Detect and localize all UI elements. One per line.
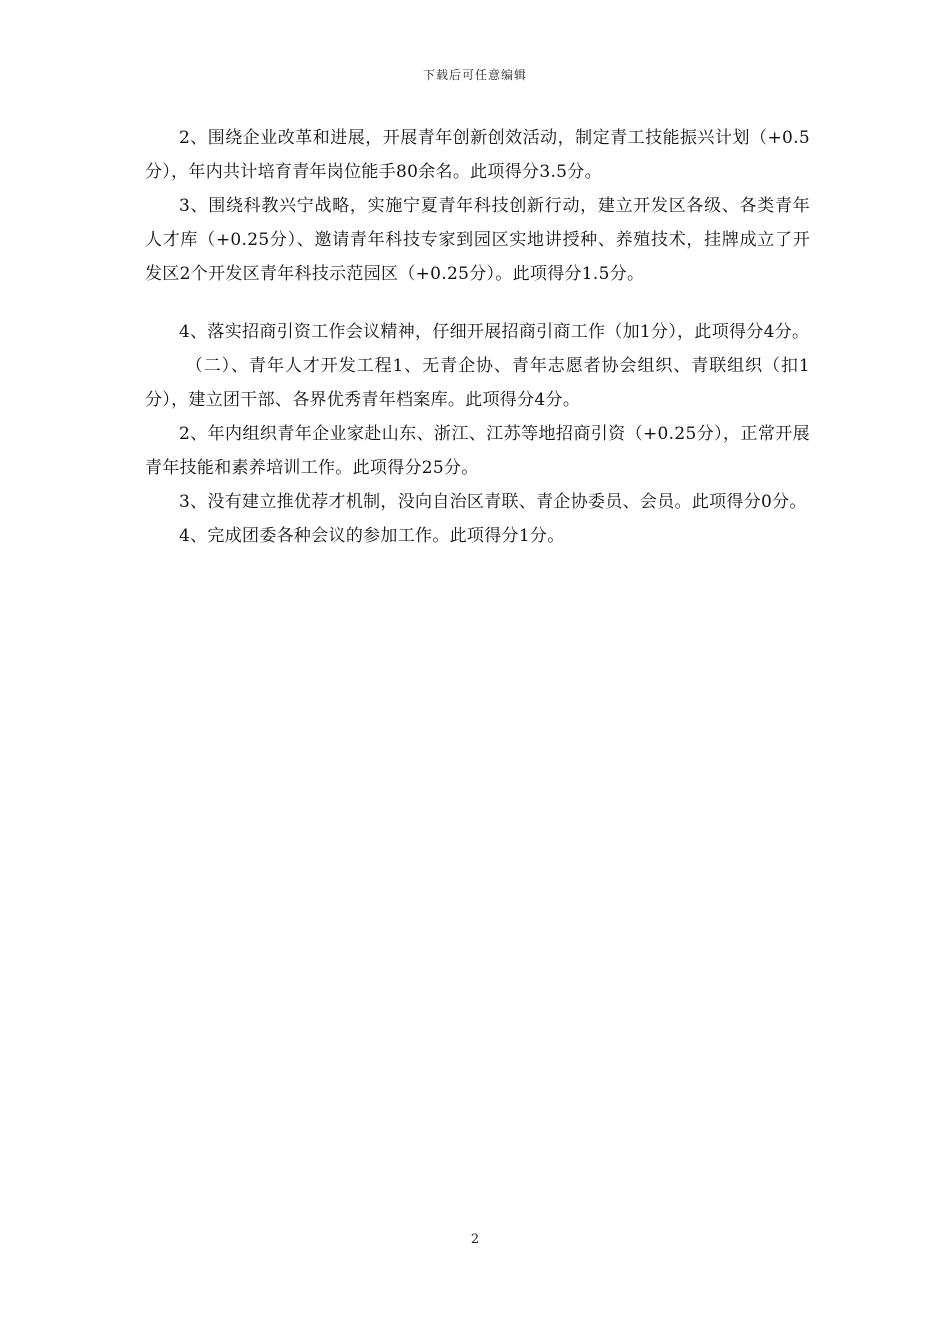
paragraph-spacer — [145, 291, 810, 315]
paragraph-talent-project: （二）、青年人才开发工程1、无青企协、青年志愿者协会组织、青联组织（扣1分），建立团干部、各界优秀青年档案库。此项得分4分。 — [145, 356, 810, 410]
paragraph-meetings: 4、完成团委各种会议的参加工作。此项得分1分。 — [179, 526, 565, 546]
paragraph-recommendation: 3、没有建立推优荐才机制，没向自治区青联、青企协委员、会员。此项得分0分。 — [179, 492, 807, 512]
paragraph-investment: 4、落实招商引资工作会议精神，仔细开展招商引商工作（加1分），此项得分4分。 — [179, 322, 810, 342]
paragraph-youth-innovation: 2、围绕企业改革和进展，开展青年创新创效活动，制定青工技能振兴计划（+0.5分），年内共计培育青年岗位能手80余名。此项得分3.5分。 — [145, 128, 810, 182]
page-number: 2 — [470, 1232, 480, 1247]
paragraph-entrepreneurs: 2、年内组织青年企业家赴山东、浙江、江苏等地招商引资（+0.25分），正常开展青年技能和素养培训工作。此项得分25分。 — [145, 424, 810, 478]
document-body — [145, 121, 810, 553]
page-header: 下载后可任意编辑 — [422, 68, 527, 82]
paragraph-science-education: 3、围绕科教兴宁战略，实施宁夏青年科技创新行动，建立开发区各级、各类青年人才库（+0.25分）、邀请青年科技专家到园区实地讲授种、养殖技术，挂牌成立了开发区2个开发区青年科技示范园区（+0.25分）。此项得分1.5分。 — [145, 196, 810, 284]
